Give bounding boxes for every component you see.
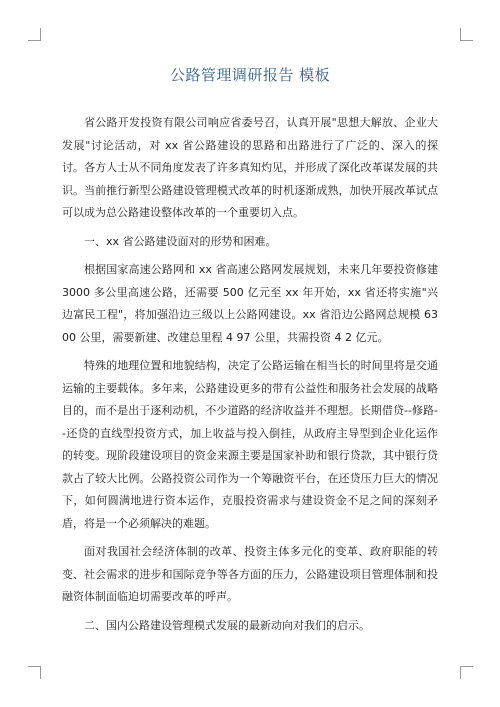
section-heading-1: 一、xx 省公路建设面对的形势和困难。 xyxy=(84,234,277,248)
paragraph-plan: 根据国家高速公路网和 xx 省高速公路网发展规划，未来几年要投资修建 3000 多公里高速公路，还需要 500 亿元至 xx 年开始，xx 省还将实施"兴边富民工程"，将加强沿边三级以上公路网建设。xx 省沿边公路网总规模 6300 公里，需要新建、改建总里程 4 97 公里，共需投资 4 2 亿元。 xyxy=(62,263,438,344)
crop-mark-top-right xyxy=(460,28,473,41)
paragraph-intro: 省公路开发投资有限公司响应省委号召，认真开展"思想大解放、企业大发展"讨论活动，对 xx 省公路建设的思路和出路进行了广泛的、深入的探讨。各方人士从不同角度发表了许多真知灼见，并形成了深化改革谋发展的共识。当前推行新型公路建设管理模式改革的时机逐渐成熟，加快开展改革试点可以成为总公路建设整体改革的一个重要切入点。 xyxy=(62,116,438,219)
paragraph-geography: 特殊的地理位置和地貌结构，决定了公路运输在相当长的时间里将是交通运输的主要载体。多年来，公路建设更多的带有公益性和服务社会发展的战略目的，而不是出于逐利动机，不少道路的经济收益并不理想。长期借贷--修路--还贷的直线型投资方式，加上收益与投入倒挂，从政府主导型到企业化运作的转变。现阶段建设项目的资金来源主要是国家补助和银行贷款，其中银行贷款占了较大比例。公路投资公司作为一个筹融资平台，在还贷压力巨大的情况下，如何圆满地进行资本运作，克服投资需求与建设资金不足之间的深刻矛盾，将是一个必须解决的难题。 xyxy=(62,359,438,530)
document-body xyxy=(62,112,438,643)
document-title: 公路管理调研报告 模板 xyxy=(169,66,331,84)
crop-mark-bottom-left xyxy=(28,666,41,679)
paragraph-reform: 面对我国社会经济体制的改革、投资主体多元化的变革、政府职能的转变、社会需求的进步和国际竞争等各方面的压力，公路建设项目管理体制和投融资体制面临迫切需要改革的呼声。 xyxy=(62,545,438,603)
crop-mark-bottom-right xyxy=(460,666,473,679)
section-heading-2: 二、国内公路建设管理模式发展的最新动向对我们的启示。 xyxy=(84,618,370,632)
crop-mark-top-left xyxy=(28,28,41,41)
